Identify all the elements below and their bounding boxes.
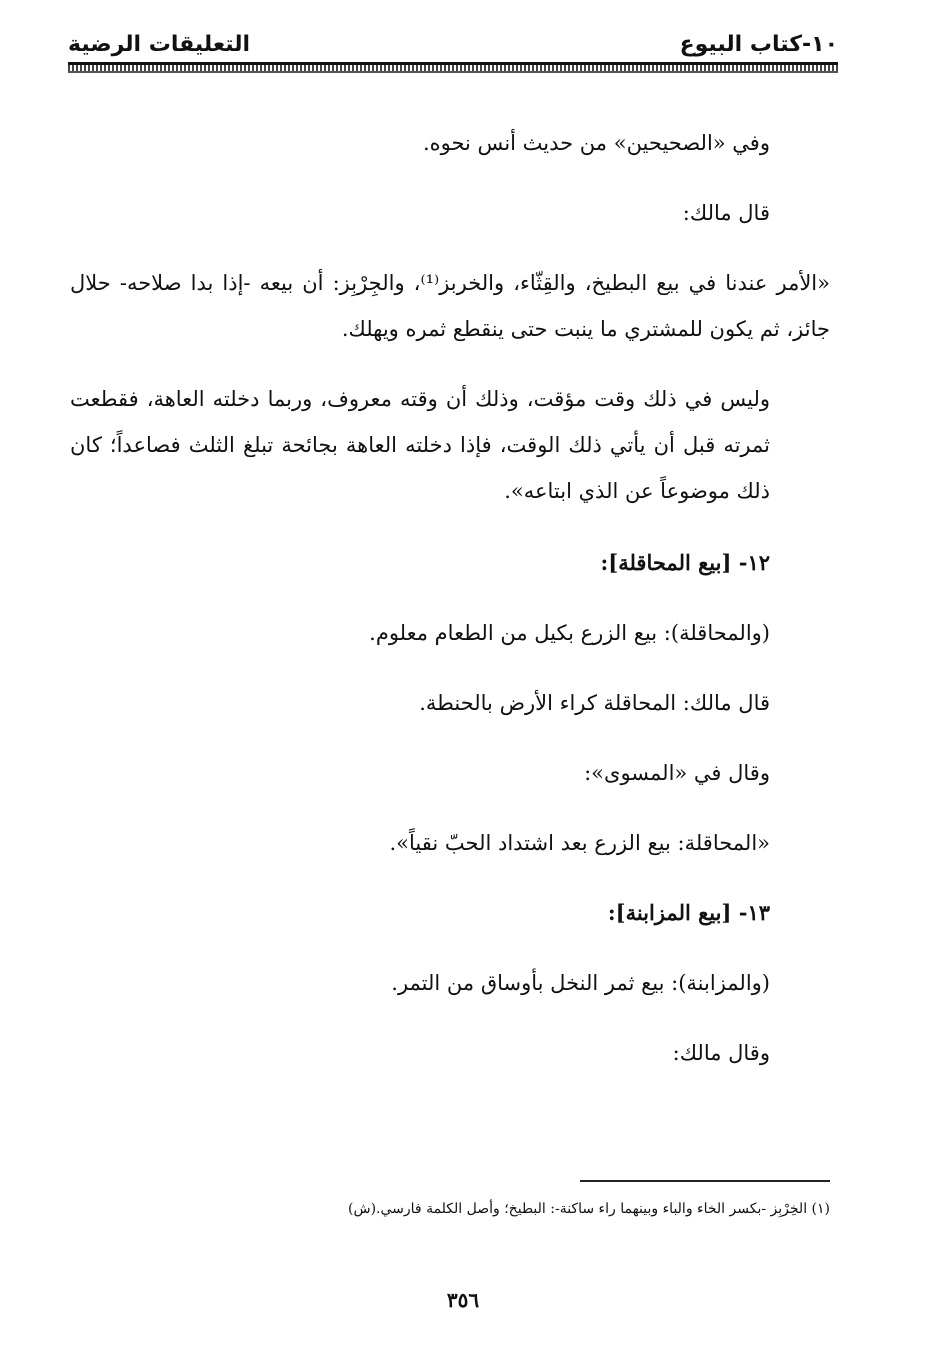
paragraph: وقال في «المسوى»: — [584, 761, 770, 785]
footnote-divider — [580, 1180, 830, 1182]
section-heading: ١٣- [بيع المزابنة]: — [607, 900, 770, 925]
paragraph: قال مالك: المحاقلة كراء الأرض بالحنطة. — [419, 691, 770, 715]
paragraph: «الأمر عندنا في بيع البطيخ، والقِثّاء، والخربز⁽¹⁾، والجِرْبِز: أن بيعه -إذا بدا صلاحه- حلال جائز، ثم يكون للمشتري ما ينبت حتى ينقطع ثمره ويهلك. — [70, 271, 830, 341]
paragraph: قال مالك: — [682, 201, 770, 225]
paragraph: وقال مالك: — [672, 1041, 770, 1065]
footnote: (١) الخِرْبِز -بكسر الخاء والباء وبينهما راء ساكنة-: البطيخ؛ وأصل الكلمة فارسي.(ش) — [348, 1201, 830, 1217]
section-heading: ١٢- [بيع المحاقلة]: — [600, 550, 770, 575]
paragraph: (والمحاقلة): بيع الزرع بكيل من الطعام معلوم. — [369, 621, 770, 645]
main-text — [70, 120, 830, 1076]
paragraph: «المحاقلة: بيع الزرع بعد اشتداد الحبّ نقياً». — [389, 831, 770, 855]
paragraph: وفي «الصحيحين» من حديث أنس نحوه. — [422, 131, 770, 155]
paragraph: (والمزابنة): بيع ثمر النخل بأوساق من التمر. — [391, 971, 770, 995]
book-title: التعليقات الرضية — [68, 32, 251, 57]
paragraph: وليس في ذلك وقت مؤقت، وذلك أن وقته معروف، وربما دخلته العاهة، فقطعت ثمرته قبل أن يأتي ذلك الوقت، فإذا دخلته العاهة بجائحة تبلغ الثلث فصاعداً؛ كان ذلك موضوعاً عن الذي ابتاعه». — [70, 387, 770, 503]
page-number: ٣٥٦ — [446, 1288, 480, 1312]
header-divider — [68, 62, 838, 73]
chapter-title: ١٠-كتاب البيوع — [679, 32, 838, 57]
